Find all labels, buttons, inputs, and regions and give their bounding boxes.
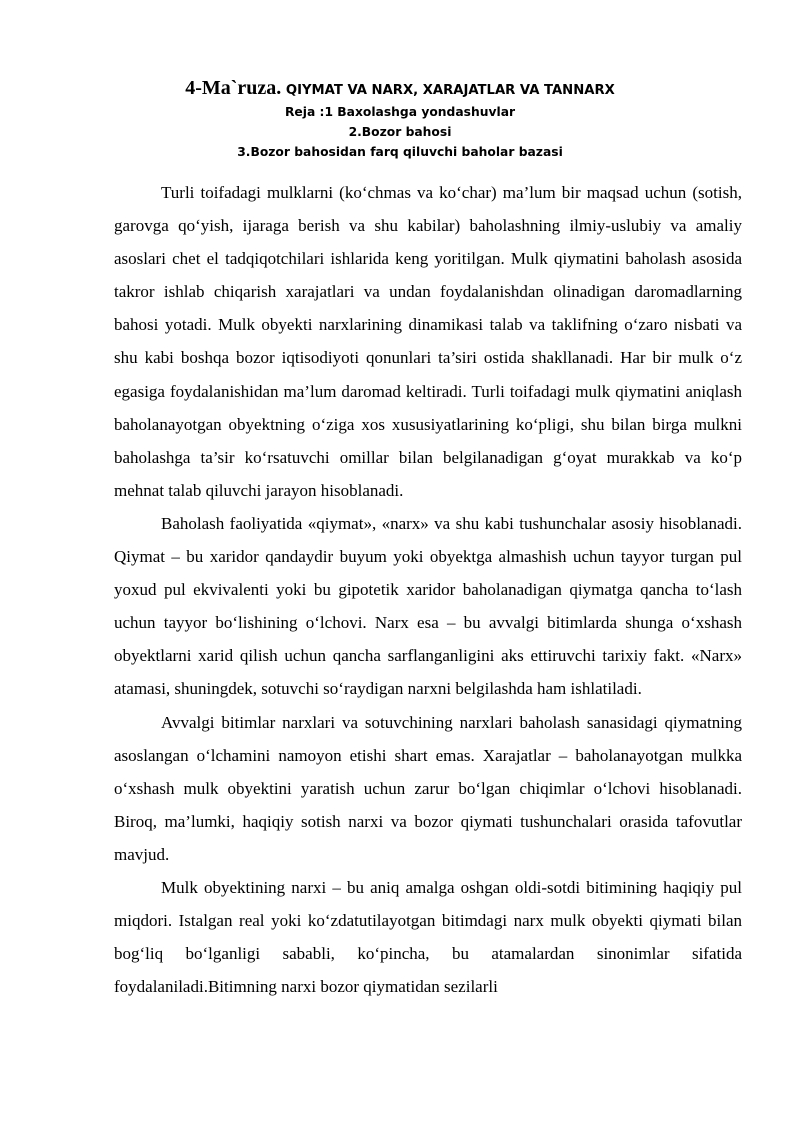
- paragraph-4: Mulk obyektining narxi – bu aniq amalga oshgan oldi-sotdi bitimining haqiqiy pul miqdori. Istalgan real yoki ko‘zdatutilayotgan bitimdagi narx mulk obyekti qiymati bilan bog‘liq bo‘lganligi sababli, ko‘pincha, bu atamalardan sinonimlar sifatida foydalaniladi.Bitimning narxi bozor qiymatidan sezilarli: [114, 877, 742, 997]
- document-header: [0, 78, 800, 162]
- lecture-title: [0, 78, 800, 102]
- plan-item-3: 3.Bozor bahosidan farq qiluvchi baholar bazasi: [237, 145, 563, 159]
- paragraph-2: Baholash faoliyatida «qiymat», «narx» va shu kabi tushunchalar asosiy hisoblanadi. Qiymat – bu xaridor qandaydir buyum yoki obyektga almashish uchun tayyor turgan pul yoxud pul ekvivalenti yoki bu gipotetik xaridor baholanadigan qiymatga qancha to‘lash uchun tayyor bo‘lishining o‘lchovi. Narx esa – bu avvalgi bitimlarda shunga o‘xshash obyektlarni xarid qilish uchun qancha sarflanganligini aks ettiruvchi tarixiy fakt. «Narx» atamasi, shuningdek, sotuvchi so‘raydigan narxni belgilashda ham ishlatiladi.: [114, 513, 742, 699]
- document-body: [114, 176, 742, 1116]
- lecture-topic: QIYMAT VA NARX, XARAJATLAR VA TANNARX: [281, 83, 615, 98]
- lecture-number: 4-Ma`ruza.: [185, 77, 282, 99]
- paragraph-1: Turli toifadagi mulklarni (ko‘chmas va ko‘char) ma’lum bir maqsad uchun (sotish, garovga qo‘yish, ijaraga berish va shu kabilar) baholashning ilmiy-uslubiy va amaliy asoslari chet el tadqiqotchilari ishlarida keng yoritilgan. Mulk qiymatini baholash asosida takror ishlab chiqarish xarajatlari va undan foydalanishdan olinadigan daromadlarning bahosi yotadi. Mulk obyekti narxlarining dinamikasi talab va taklifning o‘zaro nisbati va shu kabi boshqa bozor iqtisodiyoti qonunlari ta’siri ostida shakllanadi. Har bir mulk o‘z egasiga foydalanishidan ma’lum daromad keltiradi. Turli toifadagi mulk qiymatini aniqlash baholanayotgan obyektning o‘ziga xos xususiyatlarining ko‘pligi, shu bilan birga mulkni baholashga ta’sir ko‘rsatuvchi omillar bilan belgilanadigan g‘oyat murakkab va ko‘p mehnat talab qiluvchi jarayon hisoblanadi.: [114, 183, 742, 500]
- plan-item-2: 2.Bozor bahosi: [348, 125, 452, 139]
- plan-item-1: Reja :1 Baxolashga yondashuvlar: [284, 105, 516, 119]
- paragraph-3: Avvalgi bitimlar narxlari va sotuvchining narxlari baholash sanasidagi qiymatning asoslangan o‘lchamini namoyon etishi shart emas. Xarajatlar – baholanayotgan mulkka o‘xshash mulk obyektini yaratish uchun zarur bo‘lgan chiqimlar o‘lchovi hisoblanadi. Biroq, ma’lumki, haqiqiy sotish narxi va bozor qiymati tushunchalari orasida tafovutlar mavjud.: [114, 712, 742, 864]
